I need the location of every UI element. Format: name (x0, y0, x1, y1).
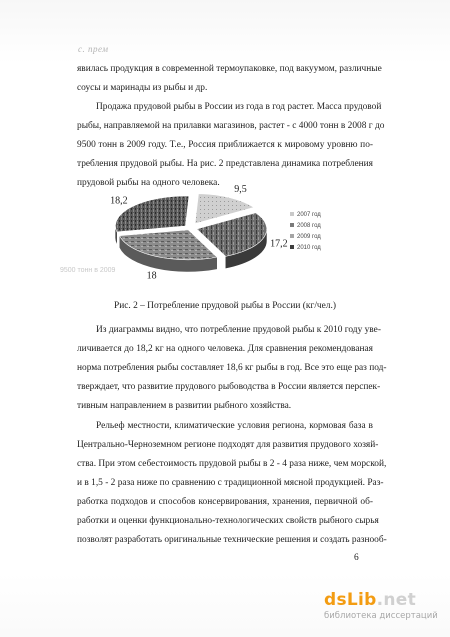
text-line: работки и оценки функционально-технологических свойств рыбного сырья (77, 516, 379, 526)
watermark-subtitle: библиотека диссертаций (324, 611, 438, 621)
faint-overlay-text: 9500 тонн в 2009 (60, 267, 116, 274)
text-line: Продажа прудовой рыбы в России из года в год растет. Масса прудовой (96, 102, 382, 112)
pie-value-label: 18 (146, 270, 157, 282)
text-line: требления прудовой рыбы. На рис. 2 представлена динамика потребления (77, 159, 373, 169)
legend (290, 212, 321, 251)
pie-slices-group (115, 194, 266, 272)
dslib-logo (324, 590, 416, 610)
logo-part-ds: ds (324, 590, 347, 610)
logo-part-net: .net (376, 590, 417, 610)
legend-label: 2009 год (297, 234, 321, 240)
pie-value-label: 17,2 (270, 238, 288, 250)
text-line: Из диаграммы видно, что потребление прудовой рыбы к 2010 году уве- (96, 325, 381, 335)
faded-header-text: с. прем (78, 44, 109, 54)
legend-swatch (290, 223, 294, 227)
legend-swatch (290, 212, 294, 216)
text-line: и в 1,5 - 2 раза ниже по сравнению с традиционной мясной продукцией. Раз- (77, 478, 384, 488)
text-line: рыбы, направляемой на прилавки магазинов, растет - с 4000 тонн в 2008 г до (77, 121, 385, 131)
legend-swatch (290, 245, 294, 249)
text-line: прудовой рыбы на одного человека. (77, 178, 220, 188)
consumption-pie-chart (95, 180, 365, 292)
legend-label: 2007 год (297, 212, 321, 218)
page-number: 6 (354, 553, 359, 563)
text-line: тивным направлением в развитии рыбного хозяйства. (77, 401, 292, 411)
text-line: тверждает, что развитие прудового рыбоводства в России является перспек- (77, 382, 381, 392)
text-line: 9500 тонн в 2009 году. Т.е., Россия приближается к мировому уровню по- (77, 140, 373, 150)
text-line: позволят разработать оригинальные технические решения и создать разнооб- (77, 535, 387, 545)
legend-label: 2008 год (297, 223, 321, 229)
text-line: явилась продукция в современной термоупаковке, под вакуумом, различные (77, 64, 382, 74)
figure-caption: Рис. 2 – Потребление прудовой рыбы в России (кг/чел.) (114, 301, 336, 311)
text-line: личивается до 18,2 кг на одного человека. Для сравнения рекомендованая (77, 344, 373, 354)
text-line: соусы и маринады из рыбы и др. (77, 83, 208, 93)
pie-value-label: 18,2 (110, 195, 128, 207)
legend-swatch (290, 234, 294, 238)
dslib-watermark (316, 590, 450, 630)
pie-value-label: 9,5 (234, 183, 247, 195)
text-line: норма потребления рыбы составляет 18,6 кг рыбы в год. Все это еще раз под- (77, 363, 387, 373)
text-line: работка подходов и способов консервирования, хранения, первичной об- (77, 497, 373, 507)
text-line: Рельеф местности, климатические условия региона, кормовая база в (96, 421, 373, 431)
logo-part-lib: Lib (346, 590, 377, 610)
text-line: Центрально-Черноземном регионе подходят для развития прудового хозяй- (77, 440, 379, 450)
legend-label: 2010 год (297, 245, 321, 251)
text-line: ства. При этом себестоимость прудовой рыбы в 2 - 4 раза ниже, чем морской, (77, 459, 387, 469)
